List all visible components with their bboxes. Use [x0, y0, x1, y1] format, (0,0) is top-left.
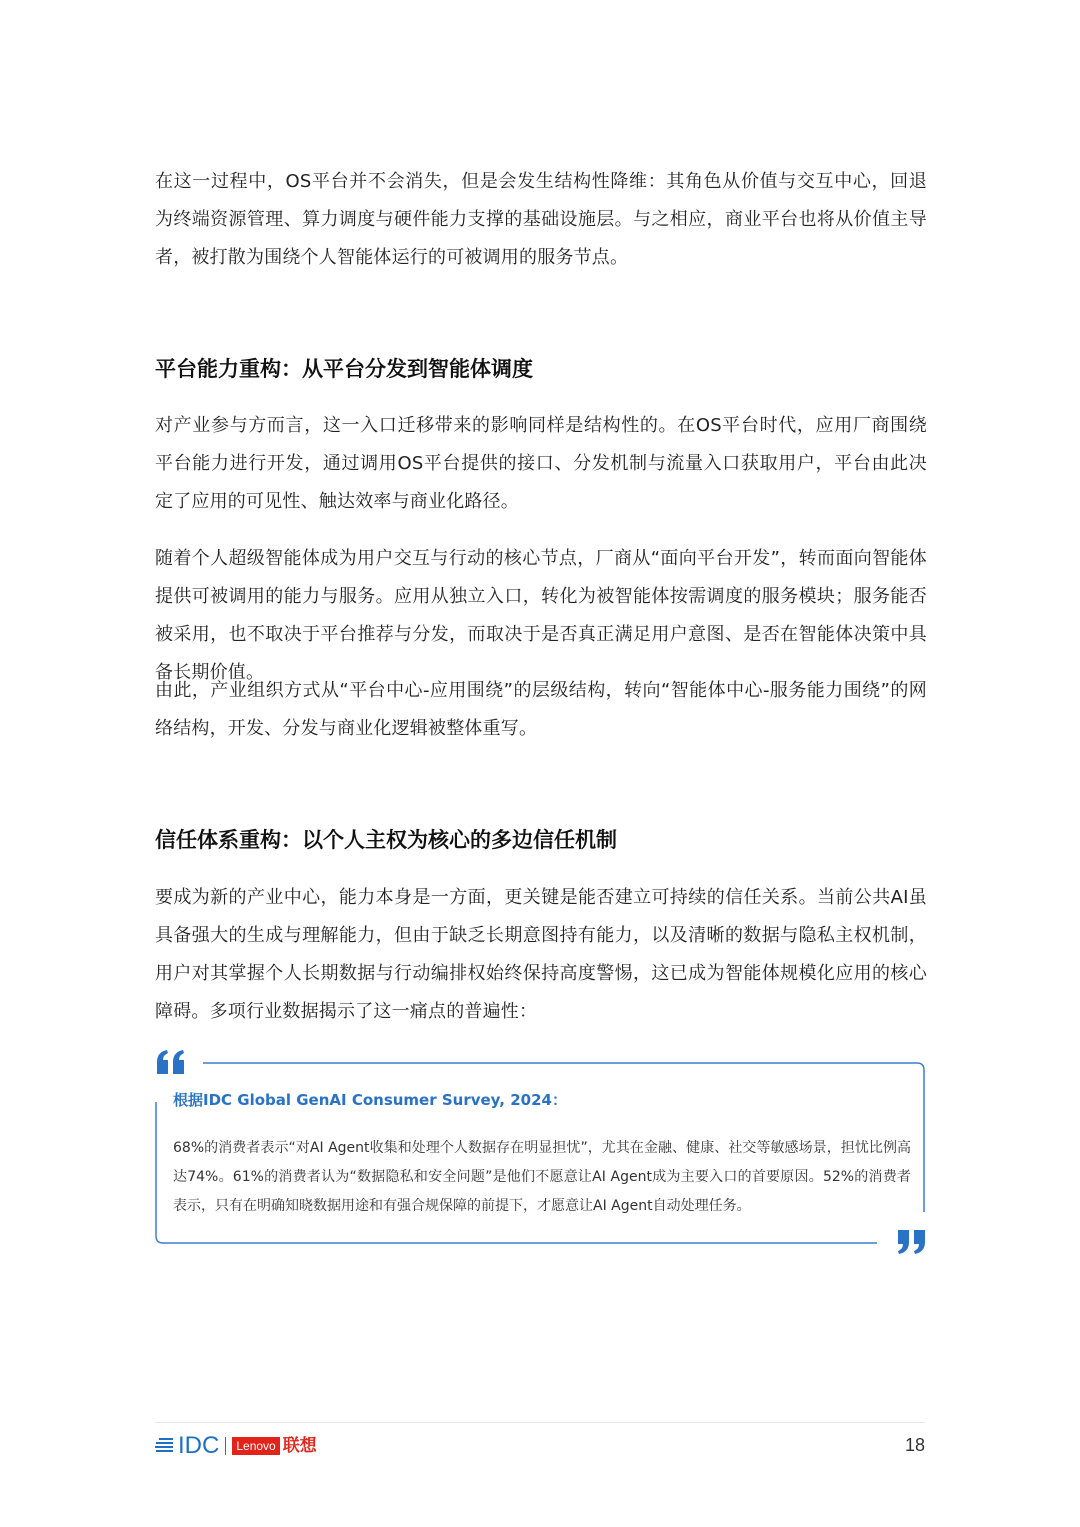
idc-logo-text: IDC [178, 1432, 220, 1459]
paragraph-industry-organization: 由此，产业组织方式从“平台中心-应用围绕”的层级结构，转向“智能体中心-服务能力围绕”的网络结构，开发、分发与商业化逻辑被整体重写。 [155, 680, 927, 739]
quote-text: 68%的消费者表示“对AI Agent收集和处理个人数据存在明显担忧”，尤其在金融、健康、社交等敏感场景，担忧比例高达74%。61%的消费者认为“数据隐私和安全问题”是他们不愿意让AI Agent成为主要入口的首要原因。52%的消费者表示，只有在明确知晓数据用途和有强合规保障的前提下，才愿意让AI Agent自动处理任务。 [173, 1140, 911, 1214]
section-heading-platform-capability: 平台能力重构：从平台分发到智能体调度 [155, 357, 533, 381]
survey-quote-box [155, 1062, 925, 1244]
logo-separator [225, 1437, 226, 1455]
quote-source: 根据IDC Global GenAI Consumer Survey, 2024： [173, 1091, 567, 1109]
close-quote-icon [895, 1228, 927, 1256]
paragraph-industry-impact: 对产业参与方而言，这一入口迁移带来的影响同样是结构性的。在OS平台时代，应用厂商围绕平台能力进行开发，通过调用OS平台提供的接口、分发机制与流量入口获取用户，平台由此决定了应用的可见性、触达效率与商业化路径。 [155, 415, 927, 512]
paragraph-agent-services: 随着个人超级智能体成为用户交互与行动的核心节点，厂商从“面向平台开发”，转而面向智能体提供可被调用的能力与服务。应用从独立入口，转化为被智能体按需调度的服务模块；服务能否被采用，也不取决于平台推荐与分发，而取决于是否真正满足用户意图、是否在智能体决策中具备长期价值。 [155, 548, 927, 683]
idc-logo-icon [155, 1437, 175, 1455]
footer-divider [155, 1422, 925, 1423]
section-heading-trust-system: 信任体系重构：以个人主权为核心的多边信任机制 [155, 828, 617, 852]
paragraph-os-platform: 在这一过程中，OS平台并不会消失，但是会发生结构性降维：其角色从价值与交互中心，回退为终端资源管理、算力调度与硬件能力支撑的基础设施层。与之相应，商业平台也将从价值主导者，被打散为围绕个人智能体运行的可被调用的服务节点。 [155, 171, 927, 268]
paragraph-trust-relationship: 要成为新的产业中心，能力本身是一方面，更关键是能否建立可持续的信任关系。当前公共AI虽具备强大的生成与理解能力，但由于缺乏长期意图持有能力，以及清晰的数据与隐私主权机制，用户对其掌握个人长期数据与行动编排权始终保持高度警惕，这已成为智能体规模化应用的核心障碍。多项行业数据揭示了这一痛点的普遍性： [155, 887, 927, 1022]
lenovo-logo-chinese: 联想 [282, 1436, 317, 1456]
open-quote-icon [155, 1048, 187, 1076]
lenovo-logo-badge: Lenovo [232, 1437, 279, 1455]
footer-logos [155, 1434, 317, 1458]
page-number: 18 [904, 1435, 925, 1455]
